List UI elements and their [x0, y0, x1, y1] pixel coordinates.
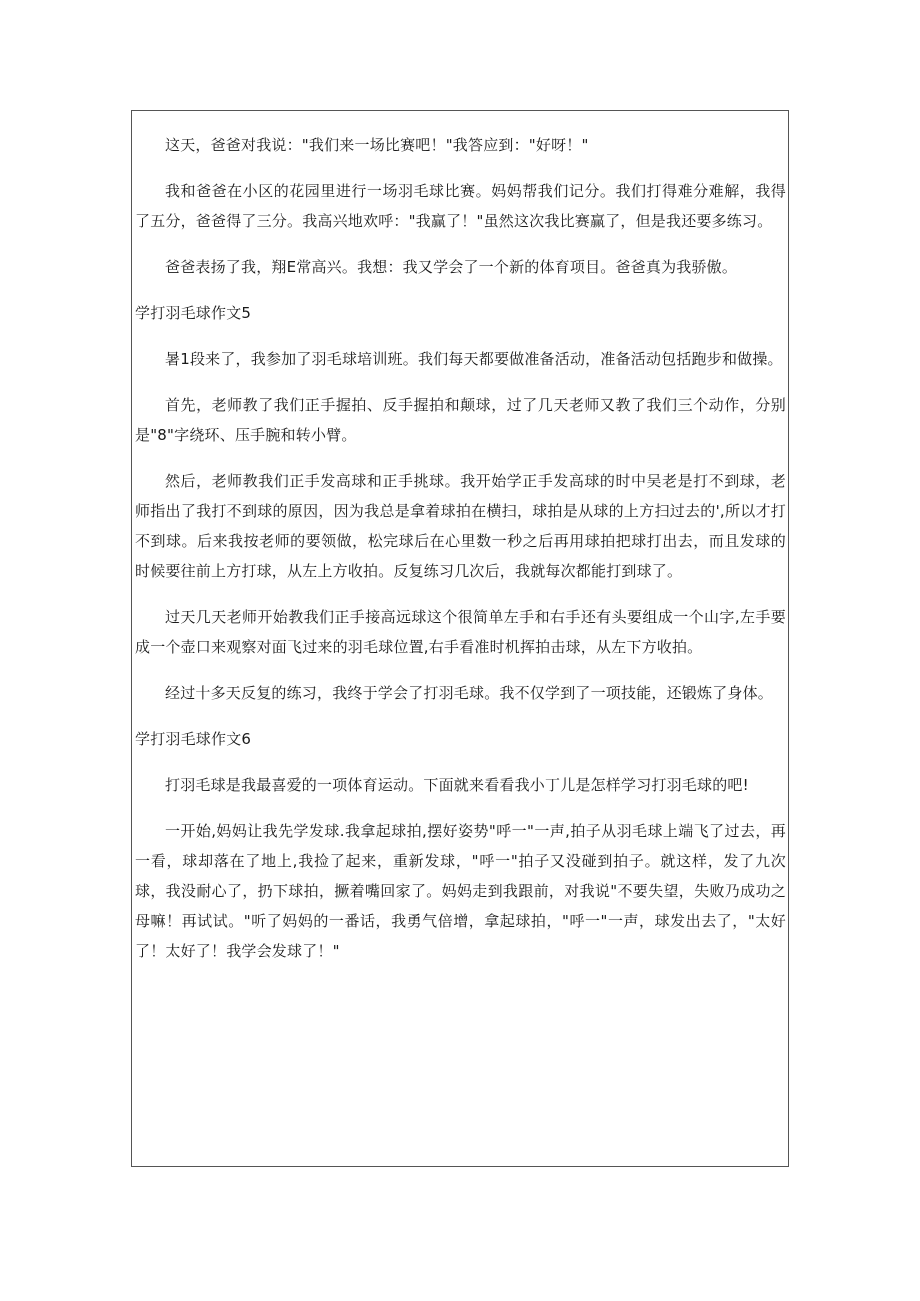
section-heading: 学打羽毛球作文6 — [135, 730, 252, 748]
paragraph: 首先，老师教了我们正手握拍、反手握拍和颠球，过了几天老师又教了我们三个动作，分别是"8"字绕环、压手腕和转小臂。 — [135, 396, 786, 444]
paragraph: 一开始,妈妈让我先学发球.我拿起球拍,摆好姿势"呼一"一声,拍子从羽毛球上端飞了过去，再一看，球却落在了地上,我捡了起来，重新发球，"呼一"拍子又没碰到拍子。就这样，发了九次球，我没耐心了，扔下球拍，撅着嘴回家了。妈妈走到我跟前，对我说"不要失望，失败乃成功之母嘛！再试试。"听了妈妈的一番话，我勇气倍增，拿起球拍，"呼一"一声，球发出去了，"太好了！太好了！我学会发球了！" — [135, 822, 786, 960]
paragraph: 这天，爸爸对我说："我们来一场比赛吧！"我答应到："好呀！" — [165, 136, 589, 154]
paragraph: 过天几天老师开始教我们正手接高远球这个很简单左手和右手还有头要组成一个山字,左手要成一个壶口来观察对面飞过来的羽毛球位置,右手看准时机挥拍击球，从左下方收拍。 — [135, 608, 786, 656]
paragraph: 暑1段来了，我参加了羽毛球培训班。我们每天都要做准备活动，准备活动包括跑步和做操。 — [165, 350, 783, 368]
paragraph: 打羽毛球是我最喜爱的一项体育运动。下面就来看看我小丁儿是怎样学习打羽毛球的吧! — [165, 776, 749, 794]
paragraph: 爸爸表扬了我，翔E常高兴。我想：我又学会了一个新的体育项目。爸爸真为我骄傲。 — [165, 258, 738, 276]
section-heading: 学打羽毛球作文5 — [135, 304, 252, 322]
paragraph: 我和爸爸在小区的花园里进行一场羽毛球比赛。妈妈帮我们记分。我们打得难分难解，我得了五分，爸爸得了三分。我高兴地欢呼："我赢了！"虽然这次我比赛赢了，但是我还要多练习。 — [135, 182, 786, 230]
paragraph: 然后，老师教我们正手发高球和正手挑球。我开始学正手发高球的时中吴老是打不到球，老师指出了我打不到球的原因，因为我总是拿着球拍在横扫，球拍是从球的上方扫过去的',所以才打不到球。后来我按老师的要领做，松完球后在心里数一秒之后再用球拍把球打出去，而且发球的时候要往前上方打球，从左上方收拍。反复练习几次后，我就每次都能打到球了。 — [135, 472, 786, 580]
document-body — [135, 130, 786, 966]
document-page — [131, 110, 789, 1167]
paragraph: 经过十多天反复的练习，我终于学会了打羽毛球。我不仅学到了一项技能，还锻炼了身体。 — [165, 684, 774, 702]
